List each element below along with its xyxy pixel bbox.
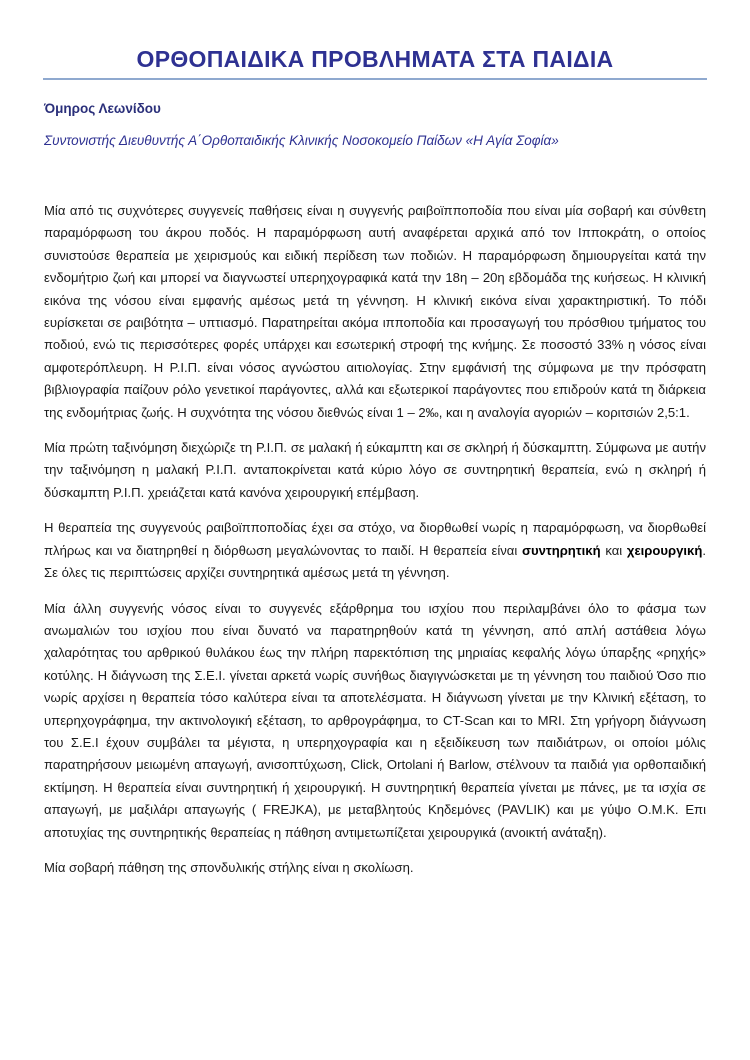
paragraph-hip-dysplasia: Μία άλλη συγγενής νόσος είναι το συγγενές εξάρθρημα του ισχίου που περιλαμβάνει όλο το φάσμα των ανωμαλιών του ισχίου που είναι δυνατό να παρατηρηθούν κατά τη γέννηση, από απλή αστάθεια λόγω χαλαρότητας του αρθρικού θυλάκου έως την πλήρη παρεκτόπιση της μηριαίας κεφαλής λόγω ύπαρξης «ρηχής» κοτύλης. Η διάγνωση της Σ.Ε.Ι. γίνεται αρκετά νωρίς συνήθως διαγιγνώσκεται με τη γέννηση του παιδιού Όσο πιο νωρίς αρχίσει η θεραπεία τόσο καλύτερα είναι τα αποτελέσματα. Η διάγνωση γίνεται με την Κλινική εξέταση, το υπερηχογράφημα, την ακτινολογική εξέταση, το αρθρογράφημα, το CT-Scan και το MRI. Στη γρήγορη διάγνωση του Σ.Ε.Ι έχουν συμβάλει τα μέγιστα, η υπερηχογραφία και η εξειδίκευση των παιδιάτρων, οι οποίοι μόλις παρατηρήσουν μειωμένη απαγωγή, ανισοπτύχωση, Click, Ortolani ή Barlow, στέλνουν τα παιδιά για ορθοπαιδική εκτίμηση. Η θεραπεία είναι συντηρητική ή χειρουργική. Η συντηρητική θεραπεία γίνεται με πάνες, με τα ισχία σε απαγωγή, με μαξιλάρι απαγωγής ( FREJKA), με μεταβλητούς Κηδεμόνες (PAVLIK) και με γύψο Ο.Μ.Κ. Επι αποτυχίας της συντηρητικής θεραπείας η πάθηση αντιμετωπίζεται χειρουργικά (ανοικτή ανάταξη). bbox=[44, 600, 706, 840]
paragraph-scoliosis: Μία σοβαρή πάθηση της σπονδυλικής στήλης είναι η σκολίωση. bbox=[44, 859, 414, 875]
paragraph-clubfoot-intro: Μία από τις συχνότερες συγγενείς παθήσεις είναι η συγγενής ραιβοϊπποποδία που είναι μία σοβαρή και σύνθετη παραμόρφωση του άκρου ποδός. Η παραμόρφωση αυτή αναφέρεται αρχικά από τον Ιπποκράτη, ο οποίος συνιστούσε θεραπεία με χειρισμούς και ειδική περίδεση των ποδιών. Η παραμόρφωση δημιουργείται κατά την ενδομήτριο ζωή και μπορεί να διαγνωστεί υπερηχογραφικά κατά την 18η – 20η εβδομάδα της κυήσεως. Η κλινική εικόνα της νόσου είναι εμφανής αμέσως μετά τη γέννηση. Η κλινική εικόνα είναι χαρακτηριστική. Το πόδι ευρίσκεται σε ραιβότητα – υπτιασμό. Παρατηρείται ακόμα ιπποποδία και προσαγωγή του πρόσθιου τμήματος του ποδιού, ενώ τις περισσότερες φορές υπάρχει και εσωτερική στροφή της κνήμης. Σε ποσοστό 33% η νόσος είναι αμφοτερόπλευρη. Η Ρ.Ι.Π. είναι νόσος αγνώστου αιτιολογίας. Στην εμφάνισή της σύμφωνα με την πρόσφατη βιβλιογραφία παίζουν ρόλο γενετικοί παράγοντες, αλλά και εξωτερικοί παράγοντες που επιδρούν κατά τη διάρκεια της ενδομήτριας ζωής. Η συχνότητα της νόσου διεθνώς είναι 1 – 2‰, και η αναλογία αγοριών – κοριτσιών 2,5:1. bbox=[44, 203, 706, 420]
author-name: Όμηρος Λεωνίδου bbox=[44, 101, 161, 116]
author-affiliation: Συντονιστής Διευθυντής Α΄Ορθοπαιδικής Κλινικής Νοσοκομείο Παίδων «Η Αγία Σοφία» bbox=[44, 133, 559, 148]
emphasis-surgical: χειρουργική bbox=[626, 542, 703, 558]
paragraph-clubfoot-classification: Μία πρώτη ταξινόμηση διεχώριζε τη Ρ.Ι.Π. σε μαλακή ή εύκαμπτη και σε σκληρή ή δύσκαμπτη. Σύμφωνα με αυτήν την ταξινόμηση η μαλακή Ρ.Ι.Π. ανταποκρίνεται κατά κύριο λόγο σε συντηρητική θεραπεία, ενώ η σκληρή ή δύσκαμπτη Ρ.Ι.Π. χρειάζεται κατά κανόνα χειρουργική επέμβαση. bbox=[44, 440, 706, 500]
paragraph-clubfoot-treatment bbox=[44, 517, 706, 584]
text-run: και bbox=[600, 542, 627, 558]
article-body bbox=[44, 200, 706, 892]
title-divider bbox=[43, 78, 707, 80]
emphasis-conservative: συντηρητική bbox=[522, 542, 601, 558]
text-run: Η θεραπεία της συγγενούς ραιβοϊπποποδίας έχει σα στόχο, να διορθωθεί νωρίς η παραμόρφωση, να διορθωθεί πλήρως και να διατηρηθεί η διόρθωση μεγαλώνοντας το παιδί. Η θεραπεία είναι bbox=[44, 520, 706, 558]
page-title: ΟΡΘΟΠΑΙΔΙΚΑ ΠΡΟΒΛΗΜΑΤΑ ΣΤΑ ΠΑΙΔΙΑ bbox=[136, 46, 614, 72]
text-run: . Σε όλες τις περιπτώσεις αρχίζει συντηρητικά αμέσως μετά τη γέννηση. bbox=[44, 542, 706, 581]
